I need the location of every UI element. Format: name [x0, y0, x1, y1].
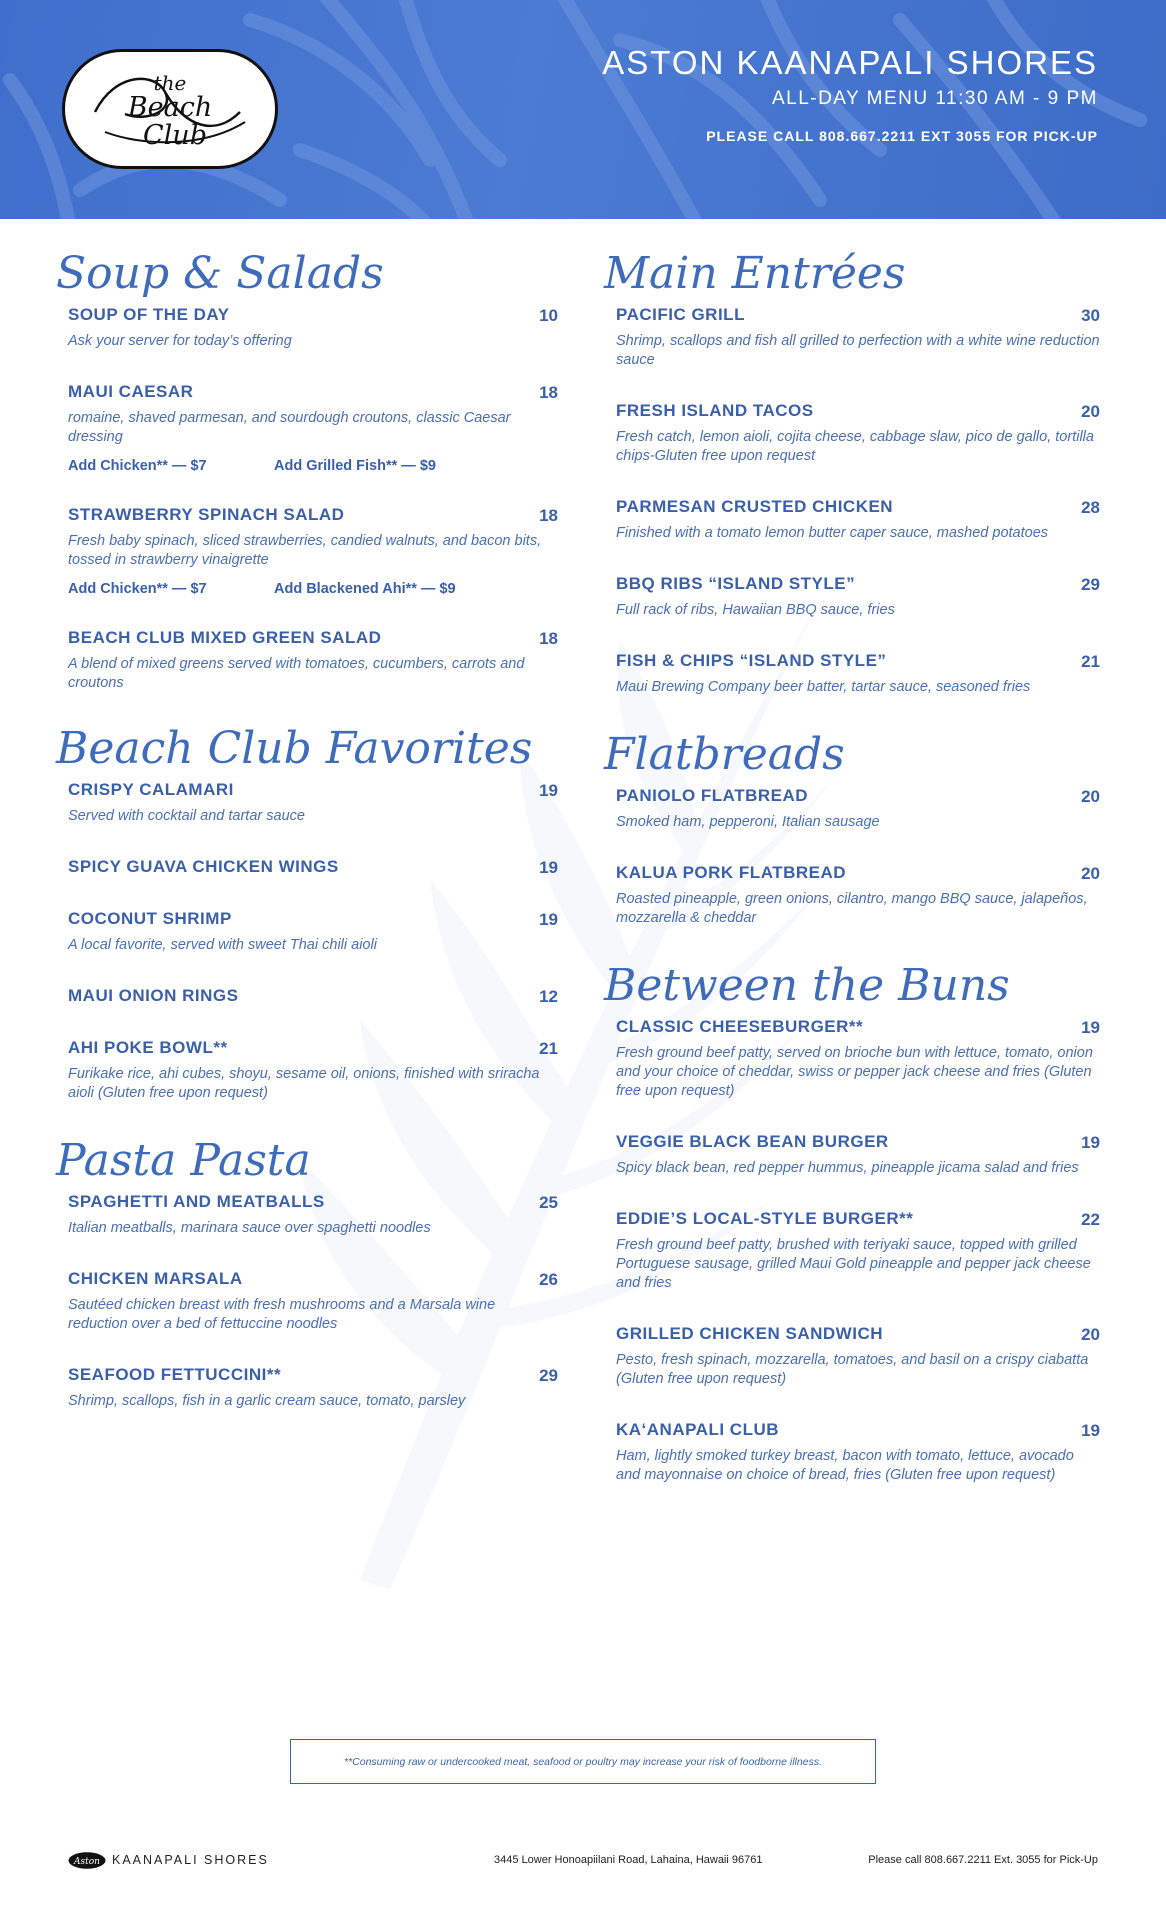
- item-name: EDDIE’S LOCAL-STYLE BURGER**: [616, 1209, 914, 1228]
- item-description: Shrimp, scallops, fish in a garlic cream sauce, tomato, parsley: [68, 1393, 466, 1409]
- menu-item: [58, 856, 558, 878]
- item-description: Full rack of ribs, Hawaiian BBQ sauce, fries: [616, 602, 895, 618]
- footer-address: 3445 Lower Honoapiilani Road, Lahaina, Hawaii 96761: [494, 1854, 763, 1866]
- svg-text:Aston: Aston: [74, 1857, 100, 1867]
- menu-section: [56, 723, 558, 1103]
- item-description: Smoked ham, pepperoni, Italian sausage: [616, 814, 880, 830]
- item-description: romaine, shaved parmesan, and sourdough croutons, classic Caesar dressing: [68, 410, 511, 445]
- section-title: Beach Club Favorites: [56, 723, 533, 774]
- menu-item: [58, 985, 558, 1007]
- item-price: 21: [1081, 652, 1100, 671]
- addon-option: Add Chicken** — $7: [68, 458, 207, 474]
- item-price: 22: [1081, 1210, 1100, 1229]
- item-name: MAUI ONION RINGS: [68, 986, 239, 1005]
- item-description: Served with cocktail and tartar sauce: [68, 808, 305, 824]
- item-name: KALUA PORK FLATBREAD: [616, 863, 847, 882]
- item-price: 20: [1081, 787, 1100, 806]
- item-price: 26: [539, 1270, 558, 1289]
- item-description: Sautéed chicken breast with fresh mushrooms and a Marsala wine reduction over a bed of fettuccine noodles: [68, 1297, 496, 1332]
- pickup-phone: PLEASE CALL 808.667.2211 EXT 3055 FOR PICK-UP: [706, 128, 1098, 144]
- menu-hours: ALL-DAY MENU 11:30 AM - 9 PM: [771, 88, 1098, 109]
- menu-item: [606, 496, 1100, 543]
- hotel-title: ASTON KAANAPALI SHORES: [602, 44, 1098, 81]
- menu-section: [604, 960, 1100, 1485]
- svg-text:Club: Club: [143, 120, 207, 151]
- item-name: FISH & CHIPS “ISLAND STYLE”: [616, 651, 887, 670]
- menu-item: [58, 779, 558, 826]
- item-description: A local favorite, served with sweet Thai chili aioli: [68, 937, 377, 953]
- item-description: Fresh ground beef patty, served on brioche bun with lettuce, tomato, onion and your choice of cheddar, swiss or pepper jack cheese and fries (Gluten free upon request): [616, 1045, 1093, 1099]
- item-name: PANIOLO FLATBREAD: [616, 786, 809, 805]
- item-description: Fresh baby spinach, sliced strawberries, candied walnuts, and bacon bits, tossed in strawberry vinaigrette: [68, 533, 542, 568]
- item-price: 28: [1081, 498, 1100, 517]
- item-name: BEACH CLUB MIXED GREEN SALAD: [68, 628, 382, 647]
- footer: [0, 1850, 1166, 1872]
- item-name: PARMESAN CRUSTED CHICKEN: [616, 497, 894, 516]
- menu-item: [58, 627, 558, 693]
- item-price: 20: [1081, 402, 1100, 421]
- item-price: 29: [1081, 575, 1100, 594]
- menu-item: [606, 1208, 1100, 1293]
- item-name: SPICY GUAVA CHICKEN WINGS: [68, 857, 339, 876]
- item-addons: [68, 458, 558, 474]
- item-price: 19: [539, 910, 558, 929]
- menu-column-left: [56, 248, 558, 1411]
- item-price: 19: [1081, 1133, 1100, 1152]
- header-banner: [0, 0, 1166, 219]
- aston-logo: [68, 1852, 106, 1869]
- item-price: 18: [539, 506, 558, 525]
- item-description: Italian meatballs, marinara sauce over spaghetti noodles: [68, 1220, 431, 1236]
- item-price: 25: [539, 1193, 558, 1212]
- menu-item: [606, 862, 1100, 928]
- item-addons: [68, 581, 558, 597]
- svg-text:Beach: Beach: [127, 92, 213, 123]
- addon-option: Add Blackened Ahi** — $9: [274, 581, 456, 597]
- foodborne-illness-notice: **Consuming raw or undercooked meat, seafood or poultry may increase your risk of foodborne illness.: [290, 1739, 876, 1784]
- item-price: 19: [1081, 1018, 1100, 1037]
- item-price: 19: [1081, 1421, 1100, 1440]
- item-name: PACIFIC GRILL: [616, 305, 745, 324]
- menu-section: [604, 729, 1100, 928]
- item-name: FRESH ISLAND TACOS: [616, 401, 814, 420]
- menu-item: [606, 785, 1100, 832]
- menu-item: [58, 908, 558, 955]
- item-price: 20: [1081, 1325, 1100, 1344]
- menu-section: [56, 248, 558, 693]
- menu-item: [606, 1131, 1100, 1178]
- item-description: Furikake rice, ahi cubes, shoyu, sesame oil, onions, finished with sriracha aioli (Gluten free upon request): [68, 1066, 540, 1101]
- menu-item: [606, 400, 1100, 466]
- item-name: CRISPY CALAMARI: [68, 780, 234, 799]
- item-name: STRAWBERRY SPINACH SALAD: [68, 505, 345, 524]
- menu-item: [58, 381, 558, 474]
- item-name: KA‘ANAPALI CLUB: [616, 1420, 780, 1439]
- item-description: Fresh ground beef patty, brushed with teriyaki sauce, topped with grilled Portuguese sausage, grilled Maui Gold pineapple and pepper jack cheese and fries: [616, 1237, 1091, 1291]
- item-name: CLASSIC CHEESEBURGER**: [616, 1017, 864, 1036]
- item-price: 18: [539, 629, 558, 648]
- menu-column-right: [604, 248, 1100, 1485]
- menu-item: [58, 1268, 558, 1334]
- menu-item: [58, 1191, 558, 1238]
- section-title: Main Entrées: [604, 248, 906, 299]
- menu-item: [58, 1364, 558, 1411]
- menu-item: [606, 304, 1100, 370]
- item-price: 29: [539, 1366, 558, 1385]
- menu-item: [606, 650, 1100, 697]
- footer-brand: KAANAPALI SHORES: [112, 1853, 269, 1867]
- item-price: 18: [539, 383, 558, 402]
- item-price: 10: [539, 306, 558, 325]
- item-description: Shrimp, scallops and fish all grilled to perfection with a white wine reduction sauce: [616, 333, 1100, 368]
- menu-item: [606, 1323, 1100, 1389]
- item-description: A blend of mixed greens served with tomatoes, cucumbers, carrots and croutons: [68, 656, 525, 691]
- item-description: Fresh catch, lemon aioli, cojita cheese, cabbage slaw, pico de gallo, tortilla chips-Gluten free upon request: [616, 429, 1094, 464]
- menu-item: [606, 1016, 1100, 1101]
- addon-option: Add Chicken** — $7: [68, 581, 207, 597]
- item-name: BBQ RIBS “ISLAND STYLE”: [616, 574, 856, 593]
- item-description: Ask your server for today’s offering: [68, 333, 292, 349]
- section-title: Pasta Pasta: [56, 1135, 311, 1186]
- item-description: Finished with a tomato lemon butter caper sauce, mashed potatoes: [616, 525, 1049, 541]
- item-name: COCONUT SHRIMP: [68, 909, 232, 928]
- section-title: Between the Buns: [604, 960, 1010, 1011]
- menu-item: [606, 1419, 1100, 1485]
- menu-section: [604, 248, 1100, 697]
- section-title: Soup & Salads: [56, 248, 384, 299]
- item-description: Pesto, fresh spinach, mozzarella, tomatoes, and basil on a crispy ciabatta (Gluten free upon request): [616, 1352, 1089, 1387]
- item-description: Ham, lightly smoked turkey breast, bacon with tomato, lettuce, avocado and mayonnaise on choice of bread, fries (Gluten free upon request): [616, 1448, 1074, 1483]
- beach-club-logo: [62, 49, 278, 169]
- item-name: MAUI CAESAR: [68, 382, 194, 401]
- section-title: Flatbreads: [604, 729, 845, 780]
- menu-item: [606, 573, 1100, 620]
- addon-option: Add Grilled Fish** — $9: [274, 458, 436, 474]
- item-name: VEGGIE BLACK BEAN BURGER: [616, 1132, 889, 1151]
- item-price: 19: [539, 858, 558, 877]
- item-name: GRILLED CHICKEN SANDWICH: [616, 1324, 883, 1343]
- item-price: 19: [539, 781, 558, 800]
- menu-item: [58, 1037, 558, 1103]
- item-description: Spicy black bean, red pepper hummus, pineapple jicama salad and fries: [616, 1160, 1079, 1176]
- item-name: AHI POKE BOWL**: [68, 1038, 228, 1057]
- item-name: SOUP OF THE DAY: [68, 305, 230, 324]
- item-price: 30: [1081, 306, 1100, 325]
- footer-pickup-phone: Please call 808.667.2211 Ext. 3055 for Pick-Up: [868, 1854, 1098, 1866]
- menu-item: [58, 504, 558, 597]
- item-description: Maui Brewing Company beer batter, tartar sauce, seasoned fries: [616, 679, 1031, 695]
- menu-item: [58, 304, 558, 351]
- svg-text:the: the: [153, 71, 187, 95]
- item-price: 12: [539, 987, 558, 1006]
- item-name: SPAGHETTI AND MEATBALLS: [68, 1192, 325, 1211]
- item-description: Roasted pineapple, green onions, cilantro, mango BBQ sauce, jalapeños, mozzarella & cheddar: [616, 891, 1088, 926]
- item-name: CHICKEN MARSALA: [68, 1269, 243, 1288]
- item-name: SEAFOOD FETTUCCINI**: [68, 1365, 282, 1384]
- item-price: 21: [539, 1039, 558, 1058]
- item-price: 20: [1081, 864, 1100, 883]
- menu-section: [56, 1135, 558, 1411]
